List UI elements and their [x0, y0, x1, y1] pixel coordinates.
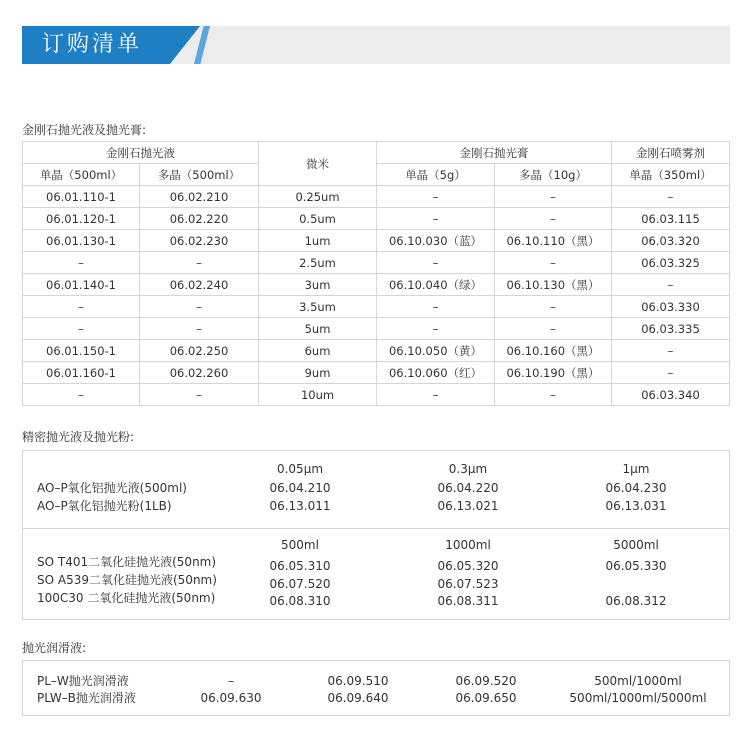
code-cell: 06.05.310 — [269, 559, 331, 573]
table-cell: 06.10.110（黑） — [495, 230, 612, 252]
volume-cell: 500ml/1000ml — [594, 674, 682, 688]
subheader-cell: 多晶（500ml） — [140, 164, 259, 186]
code-cell: 06.09.640 — [327, 691, 389, 705]
table-cell: 06.10.040（绿） — [377, 274, 495, 296]
table-cell: – — [377, 318, 495, 340]
code-cell: 06.09.630 — [200, 691, 262, 705]
code-cell: 06.13.011 — [269, 499, 331, 513]
table-cell: 06.01.160-1 — [23, 362, 140, 384]
table-cell: 1um — [259, 230, 377, 252]
table-cell: 06.02.250 — [140, 340, 259, 362]
table-cell: 06.02.260 — [140, 362, 259, 384]
table-row — [23, 318, 730, 340]
table-cell: – — [377, 186, 495, 208]
group-header-spray: 金刚石喷雾剂 — [612, 142, 730, 164]
table-cell: – — [495, 384, 612, 406]
code-cell: 06.05.330 — [605, 559, 667, 573]
code-cell: 06.05.320 — [437, 559, 499, 573]
table-cell: 06.03.335 — [612, 318, 730, 340]
subheader-cell: 单晶（350ml） — [612, 164, 730, 186]
code-cell: 06.08.311 — [437, 594, 499, 608]
subheader-cell: 单晶（500ml） — [23, 164, 140, 186]
banner-stripe — [194, 26, 210, 64]
code-cell: 06.07.520 — [269, 577, 331, 591]
page-title: 订购清单 — [42, 32, 143, 57]
table-cell: 06.01.140-1 — [23, 274, 140, 296]
table-cell: 3.5um — [259, 296, 377, 318]
table-row — [23, 384, 730, 406]
product-name: SO A539二氧化硅抛光液(50nm) — [37, 573, 217, 587]
table-row — [23, 208, 730, 230]
size-label: 500ml — [281, 538, 319, 552]
product-name: PLW–B抛光润滑液 — [37, 691, 136, 705]
code-cell: 06.09.520 — [455, 674, 517, 688]
table-row — [23, 252, 730, 274]
table-row — [23, 362, 730, 384]
table-cell: – — [612, 274, 730, 296]
table-cell: 06.03.325 — [612, 252, 730, 274]
code-cell: 06.07.523 — [437, 577, 499, 591]
table-cell: 06.01.120-1 — [23, 208, 140, 230]
table-cell: 06.10.030（蓝） — [377, 230, 495, 252]
code-cell: 06.13.031 — [605, 499, 667, 513]
table-cell: – — [495, 208, 612, 230]
table-cell: – — [495, 186, 612, 208]
table-cell: – — [377, 252, 495, 274]
table-cell: 06.02.240 — [140, 274, 259, 296]
table-cell: 06.02.220 — [140, 208, 259, 230]
table-cell: – — [377, 208, 495, 230]
size-label: 5000ml — [613, 538, 659, 552]
code-cell: 06.04.210 — [269, 481, 331, 495]
size-label: 1μm — [622, 462, 650, 476]
table-cell: – — [23, 252, 140, 274]
table-cell: – — [612, 340, 730, 362]
table-cell: 06.03.320 — [612, 230, 730, 252]
code-cell: 06.08.312 — [605, 594, 667, 608]
table-cell: – — [495, 252, 612, 274]
table-cell: 6um — [259, 340, 377, 362]
table-cell: 2.5um — [259, 252, 377, 274]
table-cell: – — [377, 384, 495, 406]
product-name: PL–W抛光润滑液 — [37, 674, 129, 688]
table-cell: – — [495, 296, 612, 318]
subheader-cell: 单晶（5g） — [377, 164, 495, 186]
table-cell: 10um — [259, 384, 377, 406]
diamond-table-body — [23, 186, 730, 406]
subheader-cell: 多晶（10g） — [495, 164, 612, 186]
group-header-paste: 金刚石抛光膏 — [377, 142, 612, 164]
table-cell: 9um — [259, 362, 377, 384]
diamond-table — [22, 141, 730, 406]
table-cell: – — [140, 384, 259, 406]
section-title-diamond: 金刚石抛光液及抛光膏: — [22, 123, 147, 137]
table-cell: 06.01.150-1 — [23, 340, 140, 362]
section-title-lubricant: 抛光润滑液: — [22, 641, 87, 655]
table-row — [23, 186, 730, 208]
table-cell: 06.02.210 — [140, 186, 259, 208]
size-label: 0.05μm — [276, 462, 324, 476]
table-cell: – — [377, 296, 495, 318]
table-cell: 06.01.130-1 — [23, 230, 140, 252]
table-cell: 5um — [259, 318, 377, 340]
table-cell: – — [612, 186, 730, 208]
table-cell: 3um — [259, 274, 377, 296]
table-cell: 06.10.160（黑） — [495, 340, 612, 362]
table-cell: 0.5um — [259, 208, 377, 230]
header-banner — [22, 26, 730, 64]
table-cell: – — [140, 252, 259, 274]
table-cell: 06.03.340 — [612, 384, 730, 406]
table-cell: 06.10.060（红） — [377, 362, 495, 384]
table-row — [23, 274, 730, 296]
product-name: AO–P氧化铝抛光粉(1LB) — [37, 499, 172, 513]
table-row — [23, 296, 730, 318]
table-cell: – — [612, 362, 730, 384]
table-cell: – — [495, 318, 612, 340]
table-cell: 06.02.230 — [140, 230, 259, 252]
table-cell: – — [23, 296, 140, 318]
table-cell: 06.03.115 — [612, 208, 730, 230]
table-cell: – — [23, 318, 140, 340]
product-name: 100C30 二氧化硅抛光液(50nm) — [37, 591, 216, 605]
product-name: AO–P氧化铝抛光液(500ml) — [37, 481, 187, 495]
code-cell: 06.09.510 — [327, 674, 389, 688]
table-cell: 06.10.190（黑） — [495, 362, 612, 384]
table-cell: – — [140, 296, 259, 318]
table-row — [23, 230, 730, 252]
group-header-micron: 微米 — [259, 142, 377, 186]
table-cell: – — [140, 318, 259, 340]
code-cell: 06.08.310 — [269, 594, 331, 608]
code-cell: 06.09.650 — [455, 691, 517, 705]
table-cell: 06.03.330 — [612, 296, 730, 318]
code-cell: – — [228, 674, 234, 688]
section-title-precision: 精密抛光液及抛光粉: — [22, 430, 135, 444]
precision-box — [22, 450, 730, 620]
table-row — [23, 340, 730, 362]
table-cell: 0.25um — [259, 186, 377, 208]
code-cell: 06.04.220 — [437, 481, 499, 495]
size-label: 1000ml — [445, 538, 491, 552]
lubricant-box — [22, 660, 730, 716]
size-label: 0.3μm — [448, 462, 488, 476]
table-cell: 06.01.110-1 — [23, 186, 140, 208]
divider — [23, 528, 729, 529]
code-cell: 06.04.230 — [605, 481, 667, 495]
table-cell: 06.10.050（黄） — [377, 340, 495, 362]
volume-cell: 500ml/1000ml/5000ml — [569, 691, 707, 705]
table-cell: 06.10.130（黑） — [495, 274, 612, 296]
group-header-liquid: 金刚石抛光液 — [23, 142, 259, 164]
code-cell: 06.13.021 — [437, 499, 499, 513]
table-cell: – — [23, 384, 140, 406]
product-name: SO T401二氧化硅抛光液(50nm) — [37, 555, 217, 569]
